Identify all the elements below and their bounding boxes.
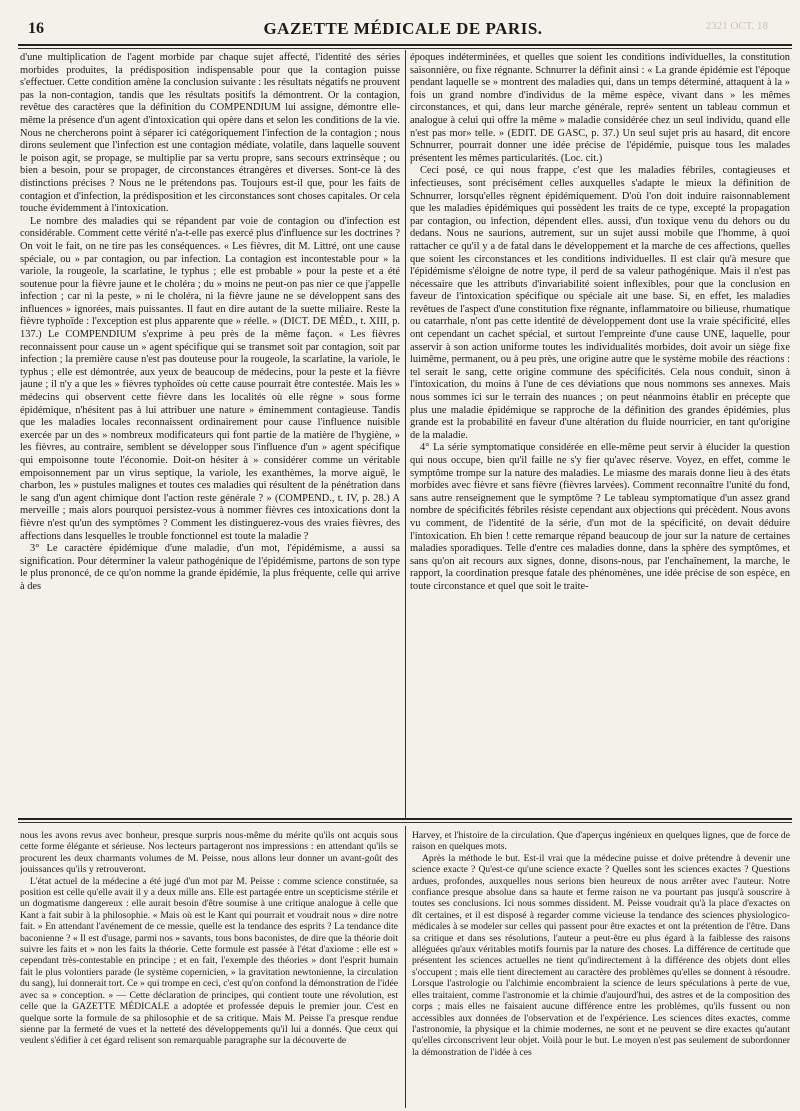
journal-title: GAZETTE MÉDICALE DE PARIS. <box>263 19 543 38</box>
lower-right-column <box>412 830 790 1058</box>
section-rule-thin <box>18 822 792 823</box>
paragraph: Après la méthode le but. Est-il vrai que la médecine puisse et doive prétendre à devenir une science exacte ? Qu'est-ce qu'une science exacte ? Quelles sont les sciences exactes ? Questions ardues, profondes, auxquelles nous serions bien heureux de nous arrêter avec l'auteur. Notre confiance presque absolue dans sa haute et ferme raison ne va pourtant pas jusqu'à souscrire à toutes ses conclusions. Ici nous sommes dissident. M. Peisse voudrait qu'à la place d'exactes on dît certaines, et il est disposé à regarder comme vicieuse la tendance des sciences physiologico-médicales à se modeler sur celles qui passent pour être exactes et ont la prétention de l'être. Dans sa critique et dans ses résolutions, l'auteur a peut-être eu plus égard à la faiblesse des raisons alléguées qu'aux véritables motifs fournis par la nature des choses. La différence de certitude que présentent les sciences actuelles ne tient qu'indirectement à la différence des objets dont elles s'occupent ; mais elle tient directement au caractère des problèmes qu'elles se donnent à résoudre. Lorsque l'astrologie ou l'alchimie encombraient la science de leurs spéculations à perte de vue, elles traitaient, comme l'astronomie et la chimie d'aujourd'hui, des astres et de la composition des corps ; mais elles ne faisaient aucune différence entre les problèmes, qu'ils fussent ou non accessibles aux données de l'observation et de l'expérience. Les sciences dites exactes, comme l'astronomie, la physique et la chimie modernes, ne sont et ne peuvent se dire exactes qu'autant qu'elles circonscrivent leur objet. Voilà pour le but. Le moyen n'est pas seulement de subordonner la démonstration de l'idée à ces <box>412 852 790 1058</box>
lower-left-column <box>20 830 398 1047</box>
section-rule <box>18 818 792 820</box>
paragraph: L'état actuel de la médecine a été jugé d'un mot par M. Peisse : comme science constituée, sa position est celle qu'elle avait il y a deux mille ans. Elle est partagée entre un scepticisme stérile et un dogmatisme dangereux : elle aurait besoin d'être soumise à une critique analogue à celle que Kant a fait subir à la philosophie. « Mais où est le Kant qui pourrait et voudrait nous » dire notre fait. » En attendant l'avénement de ce messie, quelle est la tendance des esprits ? La tendance dite baconienne ? « Il est d'usage, parmi nos » savants, tous bons baconistes, de dire que la théorie doit suivre les faits et » non les faits la théorie. Cette formule est passée à l'état d'axiome : elle est » cependant très-contestable en principe ; et en fait, l'exemple des théories » dont l'esprit humain fait le plus volontiers parade (le système copernicien, » la gravitation newtonienne, la circulation du sang), lui donnerait tort. Ce » qui trompe en ceci, c'est qu'on confond la démonstration de l'idée avec sa » conception. » — Cette déclaration de principes, qui contient toute une révolution, est celle que la GAZETTE MÉDICALE a adoptée et professée depuis le premier jour. C'est en quelque sorte la formule de sa philosophie et de sa critique. Mais M. Peisse l'a presque rendue sienne par la fermeté de vues et la netteté des développements qu'il lui a donnés. Que ceux qui veulent s'édifier à cet égard relisent son remarquable paragraphe sur la découverte de <box>20 875 398 1047</box>
paragraph: Harvey, et l'histoire de la circulation. Que d'aperçus ingénieux en quelques lignes, que de force de raison en quelques mots. <box>412 830 790 853</box>
page-number: 16 <box>28 20 44 37</box>
paragraph: d'une multiplication de l'agent morbide par chaque sujet affecté, l'identité des séries morbides produites, la prédisposition indispensable pour que la contagion puisse s'effectuer. Cette condition amène la conclusion suivante : les résultats négatifs ne prouvent pas la non-contagion, tandis que les résultats positifs la démontrent. Or la contagion, revêtue des caractères que la définition du COMPENDIUM lui assigne, démontre elle-même la présence d'un agent d'intoxication qui opère dans et selon les conditions de la vie. Nous ne chercherons point à séparer ici catégoriquement l'infection de la contagion ; nous dirons seulement que l'infection est une contagion médiate, volatile, dans laquelle souvent le poison agit, se propage, se multiplie par sa vertu propre, sans secours extrinsèque ; ou bien a besoin, pour se propager, de circonstances étrangères et diverses. Sont-ce là des distinctions précises ? Nous ne le prétendons pas. Toujours est-il que, pour les faits de contagion et d'infection, la prédisposition et les circonstances sont choses capitales. Or cela touche évidemment à l'intoxication. <box>20 52 400 215</box>
archive-stamp: 2321 OCT. 18 <box>705 20 768 32</box>
page-header <box>18 14 788 40</box>
paragraph: 4° La série symptomatique considérée en elle-même peut servir à élucider la question qui nous occupe, bien qu'il faille ne s'y fier qu'avec réserve. Voyez, en effet, comme le symptôme trompe sur la nature des maladies. Le miasme des marais donne lieu à des états morbides avec fièvre et sans fièvre (fièvres larvées). Comment reconnaître l'unité du fond, sans autre renseignement que le symptôme ? Le tableau symptomatique d'un assez grand nombre de spécificités fébriles résiste cependant aux objections qui précèdent. Nous avons vu comment, de l'identité de la série, d'un mot de la spécificité, on devait déduire l'intoxication. Eh bien ! cette remarque répand beaucoup de jour sur la nature de certaines maladies sporadiques. Telle d'entre ces maladies donne, dans la sphère des symptômes, et sans qu'on ait recours aux signes, donne, disons-nous, par l'enchaînement, la marche, le rapport, la coordination presque fatale des phénomènes, une idée précise de son espèce, en toute circonstance et quel que soit le traite- <box>410 442 790 592</box>
paragraph: Ceci posé, ce qui nous frappe, c'est que les maladies fébriles, contagieuses et infectieuses, sont précisément celles auxquelles s'adapte le mieux la définition de Schnurrer, lorsqu'elles règnent épidémiquement. D'où l'on doit induire raisonnablement que les maladies épidémiques qui possèdent les traits de ce type, excepté la propagation par contagion, ou infection, dépendent elles. aussi, d'un toxique venu du dehors ou du dedans. Nous ne saurions, autrement, sur un sujet aussi mobile que l'homme, à quoi rattacher ce qu'il y a de fatal dans le développement et la marche de ces affections, quelles que soient les circonstances et les conditions individuelles. Il est clair qu'à mesure que l'épidémisme s'éloigne de notre type, il perd de sa valeur pathogénique. Mais il n'est pas nécessaire que les attributs d'invariabilité soient inflexibles, pour que la conclusion en faveur de l'intoxication spécifique ou spéciale ait une base. Si, en effet, les maladies revêtues de l'aspect d'une constitution fixe régnante, inflammatoire ou bilieuse, rhumatique ou catarrhale, n'ont pas cette identité de développement dont use la vraie spécificité, elles ont cependant un cachet spécial, et surtout l'empreinte d'une cause UNE, laquelle, pour asservir à son action uniforme toutes les individualités morbides, doit avoir un siège fixe luimême, permanent, ou à peu près, une origine autre que le système mobile des réactions : tel serait le sang, cette origine commune des spécificités. Cela nous conduit, sinon à l'intoxication, du moins à l'une de ces déviations que nous nommons ses annexes. Mais nous sommes ici sur le terrain des nuances ; on peut néanmoins établir en précepte que plus une maladie épidémique se rapproche de la définition des grandes épidémies, plus grande est la probabilité en faveur d'une altération du fluide nourricier, en tant qu'origine de la maladie. <box>410 165 790 441</box>
paragraph: Le nombre des maladies qui se répandent par voie de contagion ou d'infection est considérable. Comment cette vérité n'a-t-elle pas exercé plus d'influence sur les doctrines ? On voit le fait, on ne tire pas les conséquences. « Les fièvres, dit M. Littré, ont une cause spéciale, ou » par contagion, ou par infection. La contagion est incontestable pour » la variole, la rougeole, la scarlatine, le typhus ; elle est probable » pour la peste et a été soutenue pour la fièvre jaune et le choléra ; du » moins ne peut-on pas nier ce que j'appelle infection ; car ni la peste, » ni le choléra, ni la fièvre jaune ne se développent sans des influences » ignorées, mais puissantes. Il faut en dire autant de la suette miliaire. Reste la fièvre typhoïde : l'exception est plus apparente que » réelle. » (DICT. DE MÉD., t. XIII, p. 137.) Le COMPENDIUM s'exprime à peu près de la même façon. « Les fièvres reconnaissent pour cause un » agent spécifique qui se transmet soit par contagion, soit par infection ; la première cause n'est pas douteuse pour la rougeole, la scarlatine, la variole, le typhus ; elle est démontrée, aux yeux de beaucoup de médecins, pour la peste et la fièvre jaune ; il n'y a que les » fièvres typhoïdes où cette cause pourrait être contestée. Mais les » médecins qui observent cette fièvre dans les localités où elle règne » sous forme épidémique, n'hésitent pas à lui attribuer une nature » éminemment contagieuse. Tandis que les maladies locales reconnaissent ordinairement pour cause l'influence nuisible exercée par un des » nombreux modificateurs qui font partie de la matière de l'hygiène, » les fièvres, au contraire, semblent se développer sous l'influence d'un » agent spécifique qui empoisonne toute l'économie. Doit-on hésiter à » considérer comme un véritable empoisonnement par un virus septique, la variole, les exanthèmes, la morve aiguë, le charbon, les » pustules malignes et toutes ces maladies qui résultent de la pénétration dans le sang d'un agent chimique dont l'action reste générale ? » (COMPEND., t. IV, p. 28.) A merveille ; mais alors pourquoi persistez-vous à nommer fièvres ces intoxications dont la fièvre n'est qu'un des symptômes ? Comment les distinguerez-vous des vraies fièvres, des affections dans lesquelles le trouble fonctionnel est toute la maladie ? <box>20 215 400 542</box>
upper-right-column <box>410 52 790 594</box>
paragraph: époques indéterminées, et quelles que soient les conditions individuelles, la constitution saisonnière, ou fixe régnante. Schnurrer la définit ainsi : « La grande épidémie est l'époque pendant laquelle se » montrent des maladies qui, dans un temps déterminé, attaquent à la » fois un grand nombre d'individus de la même espèce, vivant dans » les mêmes circonstances, et qui, dans leur marche générale, repré» sentent un tableau commun et analogue à celui qui offre la même » maladie considérée chez un seul individu, quand elle n'est pas mor» telle. » (EDIT. DE GASC, p. 37.) Un seul sujet pris au hasard, dit encore Schnurrer, pourrait donner une idée précise de l'épidémie, puisque tous les malades présentent les mêmes particularités. (Loc. cit.) <box>410 52 790 164</box>
column-divider-lower <box>405 826 406 1108</box>
upper-left-column <box>20 52 400 812</box>
header-rule <box>18 44 792 46</box>
paragraph: 3° Le caractère épidémique d'une maladie, d'un mot, l'épidémisme, a aussi sa signification. Pour déterminer la valeur pathogénique de l'épidémisme, partons de son type le plus prononcé, de ce qu'on nomme la grande épidémie, la plus fréquente, celle qui arrive à des <box>20 543 400 592</box>
paragraph: nous les avons revus avec bonheur, presque surpris nous-même du mérite qu'ils ont acquis sous cette forme élégante et sérieuse. Nos lecteurs partageront nos impressions : en attendant qu'ils se procurent les deux charmants volumes de M. Peisse, nous allons leur donner un avant-goût des jouissances qu'ils y retrouveront. <box>20 830 398 876</box>
column-divider-upper <box>405 50 406 818</box>
header-rule-thin <box>18 48 792 49</box>
